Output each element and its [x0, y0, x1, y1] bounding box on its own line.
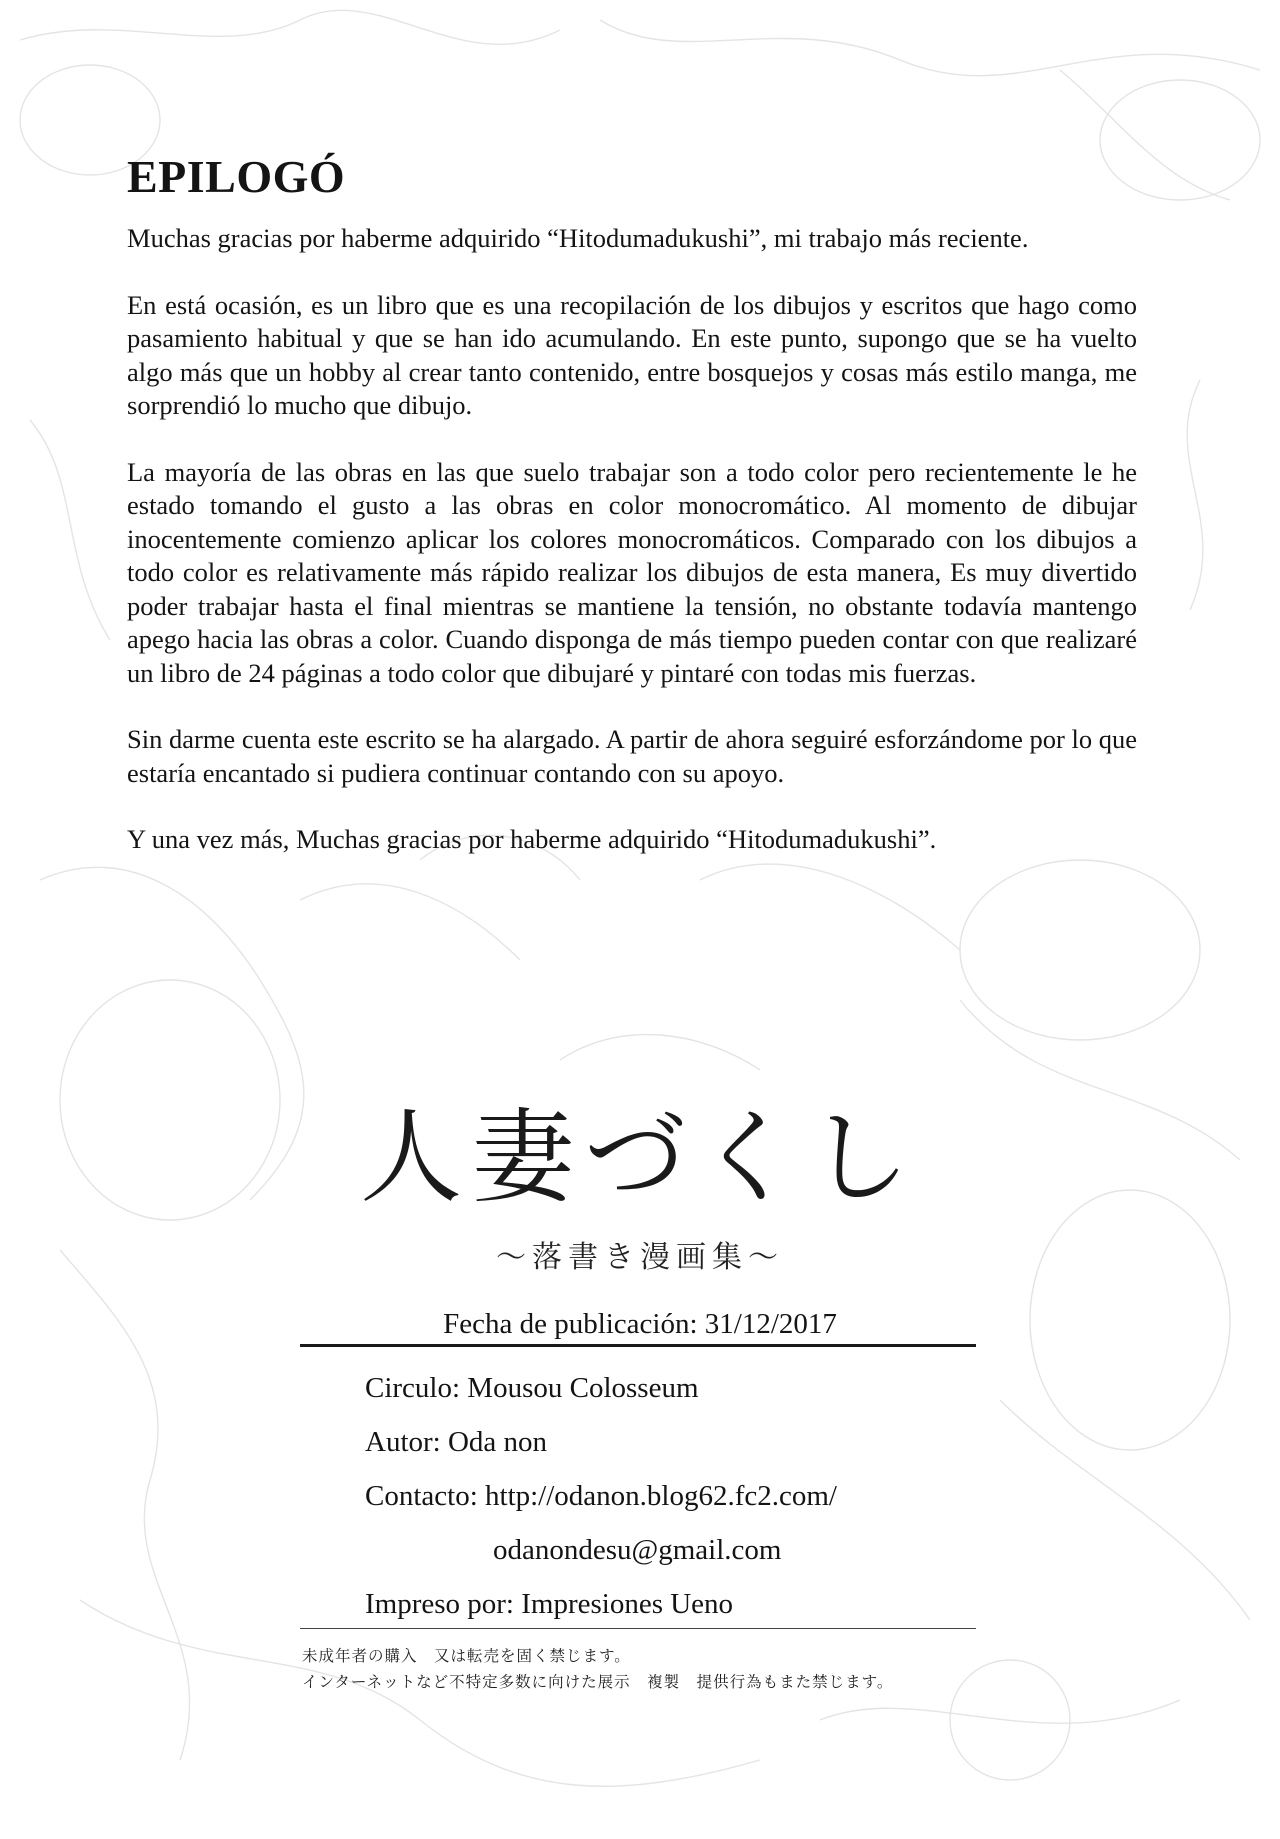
book-title: 人妻づくし — [360, 1099, 920, 1218]
epilogue-paragraph-2: En está ocasión, es un libro que es una recopilación de los dibujos y escritos que hago como pasamiento habitual y que se han ido acumulando. En este punto, supongo que se ha vuelto algo más que un hobby al crear tanto contenido, entre bosquejos y cosas más estilo manga, me sorprendió lo mucho que dibujo. — [127, 289, 1137, 420]
colophon-divider — [300, 1344, 976, 1347]
email-line: odanondesu@gmail.com — [493, 1534, 782, 1566]
printer-line: Impreso por: Impresiones Ueno — [365, 1588, 734, 1620]
notice-divider — [300, 1628, 976, 1629]
circle-line: Circulo: Mousou Colosseum — [365, 1372, 699, 1404]
epilogue-paragraph-1: Muchas gracias por haberme adquirido “Hitodumadukushi”, mi trabajo más reciente. — [127, 223, 1029, 253]
epilogue-paragraph-4: Sin darme cuenta este escrito se ha alargado. A partir de ahora seguiré esforzándome por lo que estaría encantado si pudiera continuar contando con su apoyo. — [127, 724, 1137, 788]
contact-line: Contacto: http://odanon.blog62.fc2.com/ — [365, 1480, 837, 1512]
author-line: Autor: Oda non — [365, 1426, 548, 1458]
publication-date: Fecha de publicación: 31/12/2017 — [443, 1308, 837, 1340]
epilogue-paragraph-5: Y una vez más, Muchas gracias por haberme adquirido “Hitodumadukushi”. — [127, 824, 937, 854]
notice-line-1: 未成年者の購入 又は転売を固く禁じます。 — [302, 1647, 631, 1665]
epilogue-paragraph-3: La mayoría de las obras en las que suelo trabajar son a todo color pero recientemente le he estado tomando el gusto a las obras en color monocromático. Al momento de dibujar inocentemente comienzo aplicar los colores monocromáticos. Comparado con los dibujos a todo color es relativamente más rápido realizar los dibujos de esta manera, Es muy divertido poder trabajar hasta el final mientras se mantiene la tensión, no obstante todavía mantengo apego hacia las obras a color. Cuando disponga de más tiempo pueden contar con que realizaré un libro de 24 páginas a todo color que dibujaré y pintaré con todas mis fuerzas. — [127, 456, 1137, 688]
notice-line-2: インターネットなど不特定多数に向けた展示 複製 提供行為もまた禁じます。 — [302, 1673, 894, 1691]
epilogue-body — [127, 222, 1137, 890]
epilogue-heading: EPILOGÓ — [127, 151, 346, 202]
book-subtitle: 〜落書き漫画集〜 — [496, 1240, 784, 1275]
